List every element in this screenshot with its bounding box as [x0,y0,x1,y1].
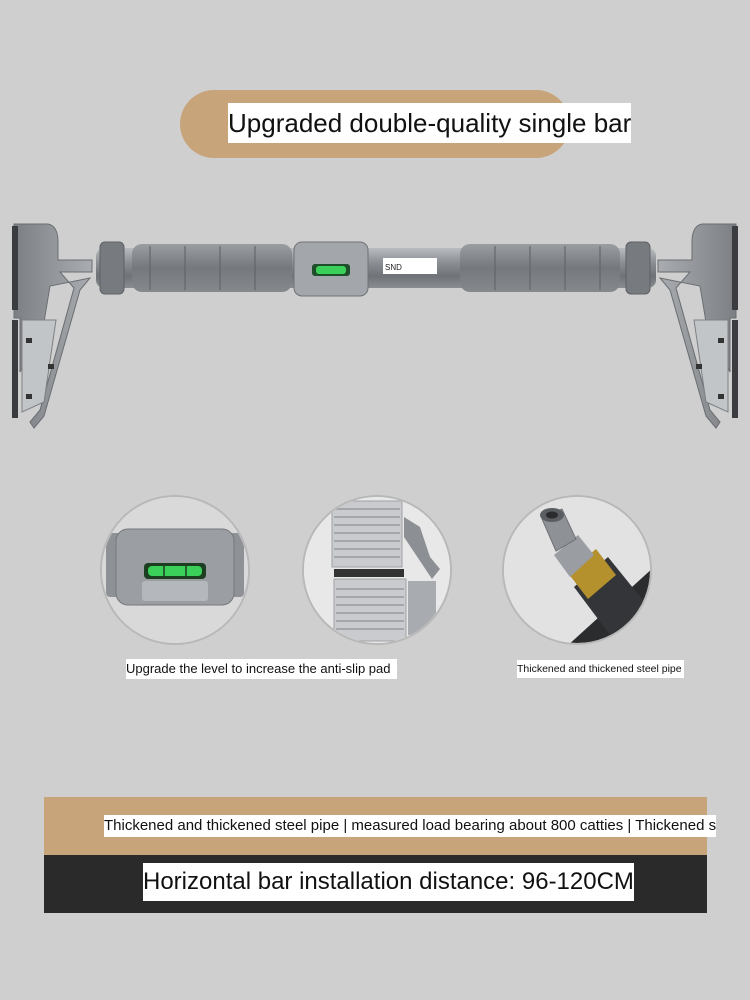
anti-slip-pad-icon [304,497,450,643]
spec-band [44,797,707,855]
feature-pipe-caption: Thickened and thickened steel pipe [517,660,684,678]
pull-up-bar-illustration [0,212,750,438]
bracket-right-icon [658,224,738,428]
page-title: Upgraded double-quality single bar [228,103,631,143]
feature-pad-circle [302,495,452,645]
bar-brand-label: SND [385,263,402,272]
bracket-left-icon [12,224,92,428]
feature-level-circle [100,495,250,645]
bubble-level-icon [102,497,248,643]
feature-pipe-circle [502,495,652,645]
feature-level-caption: Upgrade the level to increase the anti-slip pad [126,659,397,679]
spec-text: Thickened and thickened steel pipe | measured load bearing about 800 catties | Thickened s [104,815,716,837]
steel-pipe-icon [504,497,650,643]
install-band [44,855,707,913]
install-distance-text: Horizontal bar installation distance: 96-120CM [143,863,634,901]
